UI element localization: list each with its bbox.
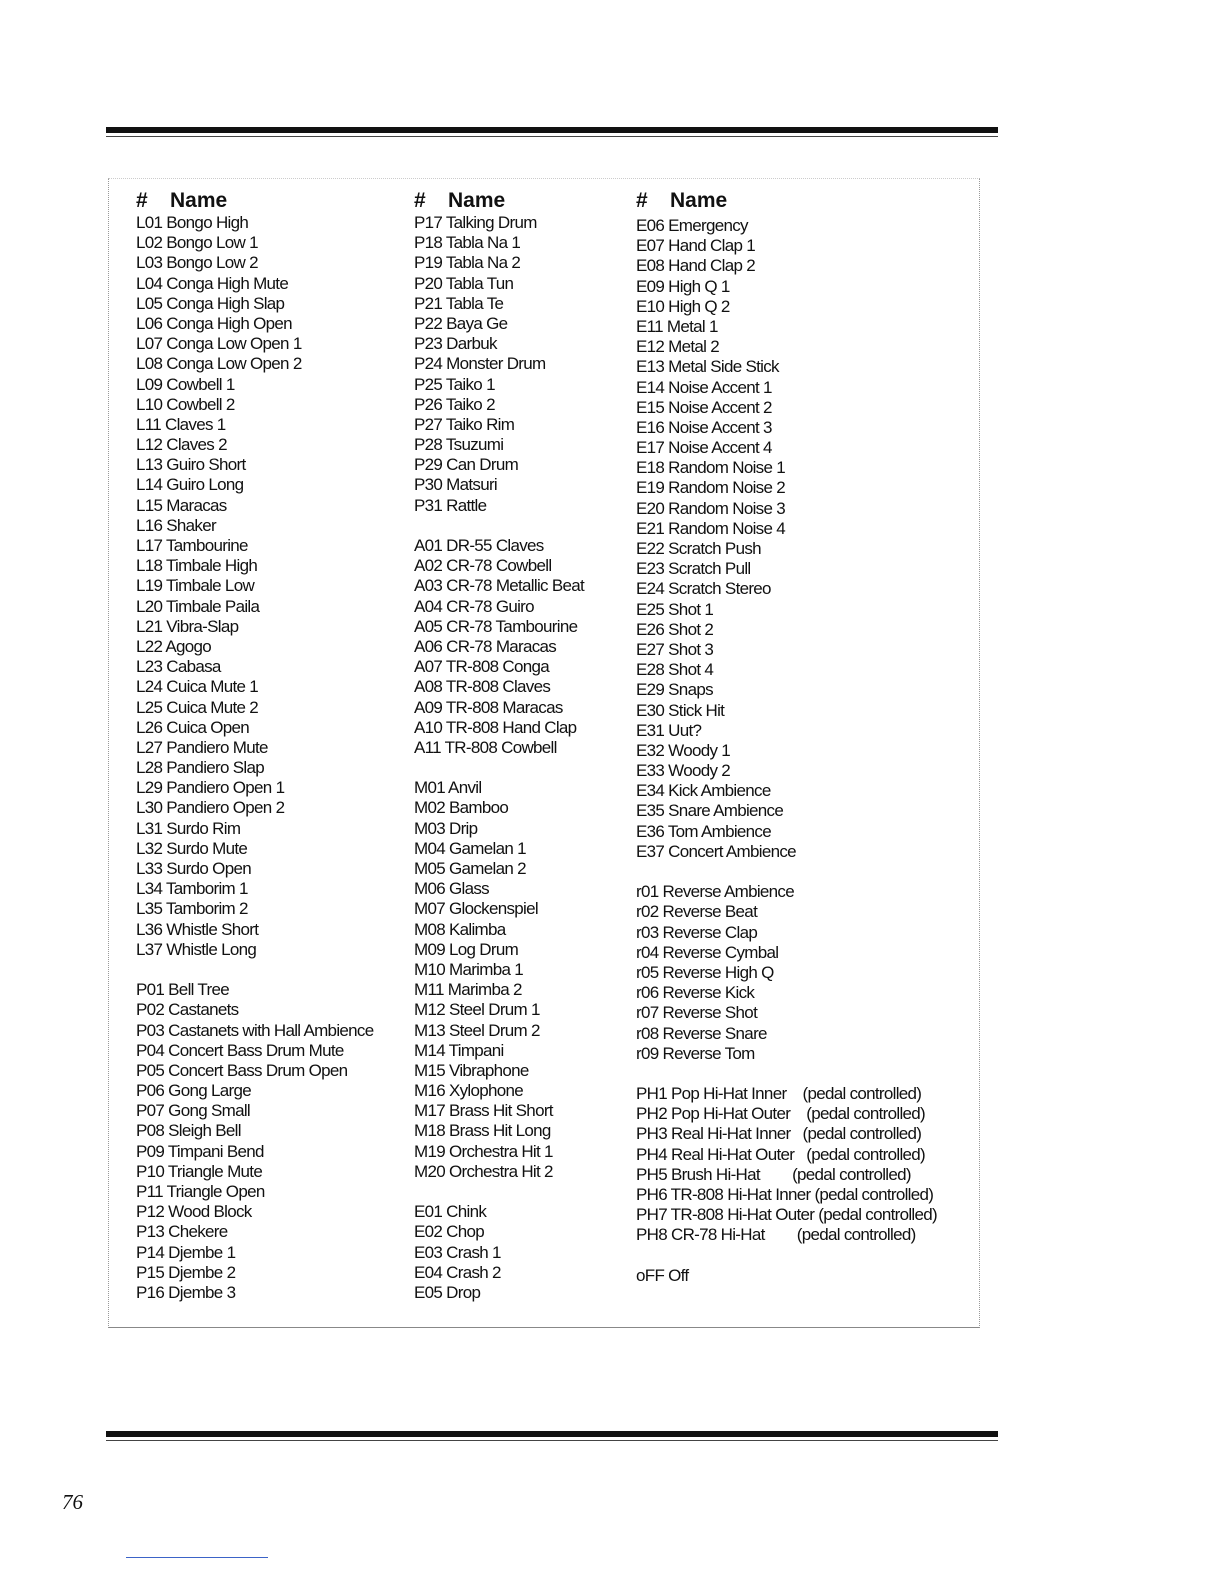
- list-item: L05 Conga High Slap: [136, 293, 285, 313]
- list-item: A03 CR-78 Metallic Beat: [414, 576, 585, 596]
- list-item: P06 Gong Large: [136, 1081, 251, 1101]
- list-item: M18 Brass Hit Long: [414, 1121, 551, 1141]
- list-item: L24 Cuica Mute 1: [136, 677, 259, 697]
- list-item: PH3 Real Hi-Hat Inner (pedal controlled): [636, 1124, 922, 1144]
- list-item: E28 Shot 4: [636, 660, 714, 680]
- list-item: PH2 Pop Hi-Hat Outer (pedal controlled): [636, 1104, 926, 1124]
- list-item: PH1 Pop Hi-Hat Inner (pedal controlled): [636, 1084, 922, 1104]
- list-item: M11 Marimba 2: [414, 980, 522, 1000]
- list-item: L20 Timbale Paila: [136, 596, 260, 616]
- list-item: M04 Gamelan 1: [414, 838, 526, 858]
- list-item: E03 Crash 1: [414, 1242, 501, 1262]
- list-item: M14 Timpani: [414, 1040, 504, 1060]
- list-item: P19 Tabla Na 2: [414, 253, 521, 273]
- list-item: E32 Woody 1: [636, 740, 731, 760]
- list-item: A06 CR-78 Maracas: [414, 636, 557, 656]
- list-item: E10 High Q 2: [636, 296, 730, 316]
- list-item: L25 Cuica Mute 2: [136, 697, 259, 717]
- list-spacer: [414, 758, 584, 778]
- list-item: L13 Guiro Short: [136, 455, 246, 475]
- list-item: E23 Scratch Pull: [636, 559, 751, 579]
- list-item: M19 Orchestra Hit 1: [414, 1141, 553, 1161]
- list-item: M07 Glockenspiel: [414, 899, 538, 919]
- list-item: P30 Matsuri: [414, 475, 498, 495]
- list-item: E08 Hand Clap 2: [636, 256, 755, 276]
- list-item: P22 Baya Ge: [414, 313, 508, 333]
- list-item: E37 Concert Ambience: [636, 841, 796, 861]
- list-item: r05 Reverse High Q: [636, 962, 774, 982]
- list-item: P12 Wood Block: [136, 1202, 252, 1222]
- list-item: L01 Bongo High: [136, 213, 249, 232]
- list-item: L08 Conga Low Open 2: [136, 354, 302, 374]
- list-item: L04 Conga High Mute: [136, 273, 289, 293]
- column-2: [414, 189, 584, 1303]
- list-item: PH5 Brush Hi-Hat (pedal controlled): [636, 1164, 911, 1184]
- list-item: L37 Whistle Long: [136, 939, 257, 959]
- sound-list: [136, 213, 373, 1303]
- list-item: r08 Reverse Snare: [636, 1023, 767, 1043]
- list-spacer: [636, 1064, 937, 1084]
- list-item: M06 Glass: [414, 879, 489, 899]
- bottom-rule: [106, 1431, 998, 1441]
- list-item: P02 Castanets: [136, 1000, 239, 1020]
- list-item: P28 Tsuzumi: [414, 435, 504, 455]
- list-item: E12 Metal 2: [636, 337, 720, 357]
- list-item: PH7 TR-808 Hi-Hat Outer (pedal controlled): [636, 1205, 937, 1225]
- list-item: L30 Pandiero Open 2: [136, 798, 285, 818]
- list-item: E33 Woody 2: [636, 761, 731, 781]
- list-item: E20 Random Noise 3: [636, 498, 785, 518]
- list-item: E30 Stick Hit: [636, 700, 725, 720]
- list-item: A05 CR-78 Tambourine: [414, 616, 578, 636]
- list-item: P17 Talking Drum: [414, 213, 537, 232]
- list-item: P18 Tabla Na 1: [414, 233, 521, 253]
- list-item: E31 Uut?: [636, 720, 702, 740]
- list-item: P05 Concert Bass Drum Open: [136, 1060, 348, 1080]
- list-item: L11 Claves 1: [136, 414, 226, 434]
- list-item: E15 Noise Accent 2: [636, 397, 772, 417]
- list-item: A10 TR-808 Hand Clap: [414, 717, 577, 737]
- list-item: M16 Xylophone: [414, 1081, 524, 1101]
- list-item: r07 Reverse Shot: [636, 1003, 758, 1023]
- list-item: A04 CR-78 Guiro: [414, 596, 534, 616]
- list-item: P15 Djembe 2: [136, 1262, 236, 1282]
- list-spacer: [636, 862, 937, 882]
- list-item: E06 Emergency: [636, 216, 748, 235]
- list-item: E25 Shot 1: [636, 599, 714, 619]
- list-item: E26 Shot 2: [636, 619, 714, 639]
- list-spacer: [136, 960, 373, 980]
- column-1: [136, 189, 373, 1303]
- list-item: L18 Timbale High: [136, 556, 258, 576]
- list-item: L33 Surdo Open: [136, 859, 251, 878]
- list-item: r04 Reverse Cymbal: [636, 942, 779, 962]
- list-spacer: [414, 1182, 584, 1202]
- sound-list: [636, 216, 937, 1286]
- list-item: L28 Pandiero Slap: [136, 758, 264, 778]
- column-header: # Name: [136, 189, 228, 212]
- list-item: L03 Bongo Low 2: [136, 253, 258, 273]
- list-item: M08 Kalimba: [414, 919, 506, 939]
- list-item: P07 Gong Small: [136, 1101, 250, 1121]
- list-item: P26 Taiko 2: [414, 394, 495, 414]
- list-item: P25 Taiko 1: [414, 374, 495, 394]
- list-item: P03 Castanets with Hall Ambience: [136, 1020, 374, 1040]
- list-item: E16 Noise Accent 3: [636, 417, 772, 437]
- list-item: L14 Guiro Long: [136, 475, 244, 495]
- list-item: M20 Orchestra Hit 2: [414, 1161, 553, 1181]
- list-item: M17 Brass Hit Short: [414, 1101, 553, 1121]
- list-item: L12 Claves 2: [136, 435, 227, 455]
- list-item: P21 Tabla Te: [414, 293, 504, 313]
- list-item: E34 Kick Ambience: [636, 781, 771, 801]
- list-item: E27 Shot 3: [636, 639, 714, 659]
- list-item: L23 Cabasa: [136, 657, 221, 677]
- list-item: P27 Taiko Rim: [414, 414, 515, 434]
- list-item: A02 CR-78 Cowbell: [414, 556, 552, 576]
- list-item: P04 Concert Bass Drum Mute: [136, 1040, 344, 1060]
- page-number: 76: [62, 1490, 83, 1514]
- list-item: A07 TR-808 Conga: [414, 657, 549, 677]
- list-item: L26 Cuica Open: [136, 717, 250, 737]
- list-item: L06 Conga High Open: [136, 313, 292, 333]
- list-item: M03 Drip: [414, 818, 478, 838]
- column-header: # Name: [414, 189, 506, 212]
- top-rule: [106, 127, 998, 137]
- list-item: E04 Crash 2: [414, 1262, 501, 1282]
- list-item: E07 Hand Clap 1: [636, 236, 755, 256]
- list-item: r06 Reverse Kick: [636, 983, 755, 1003]
- list-item: L22 Agogo: [136, 636, 212, 656]
- list-item: P09 Timpani Bend: [136, 1141, 264, 1161]
- list-item: L07 Conga Low Open 1: [136, 334, 302, 354]
- list-item: P31 Rattle: [414, 495, 487, 515]
- list-item: L36 Whistle Short: [136, 919, 259, 939]
- list-item: L02 Bongo Low 1: [136, 233, 258, 253]
- list-item: E22 Scratch Push: [636, 539, 761, 558]
- list-item: L15 Maracas: [136, 495, 227, 515]
- list-item: PH4 Real Hi-Hat Outer (pedal controlled): [636, 1144, 926, 1164]
- list-item: M02 Bamboo: [414, 798, 509, 818]
- list-item: E19 Random Noise 2: [636, 478, 785, 498]
- sound-list: [414, 213, 584, 1303]
- list-item: L34 Tamborim 1: [136, 879, 248, 899]
- column-header: # Name: [636, 189, 728, 212]
- list-item: M09 Log Drum: [414, 939, 519, 959]
- list-item: E35 Snare Ambience: [636, 801, 784, 821]
- list-spacer: [636, 1246, 937, 1266]
- list-item: M15 Vibraphone: [414, 1060, 529, 1080]
- list-item: r03 Reverse Clap: [636, 922, 758, 942]
- list-item: oFF Off: [636, 1265, 689, 1285]
- list-item: P01 Bell Tree: [136, 980, 229, 1000]
- list-item: P11 Triangle Open: [136, 1182, 265, 1201]
- list-item: L31 Surdo Rim: [136, 818, 241, 838]
- list-item: r09 Reverse Tom: [636, 1043, 755, 1063]
- list-item: E13 Metal Side Stick: [636, 357, 779, 377]
- list-item: E18 Random Noise 1: [636, 458, 785, 478]
- list-item: P24 Monster Drum: [414, 354, 546, 374]
- list-item: L19 Timbale Low: [136, 576, 255, 596]
- list-item: A08 TR-808 Claves: [414, 677, 551, 697]
- link-underline: [126, 1557, 268, 1558]
- list-item: P29 Can Drum: [414, 455, 519, 475]
- list-item: P10 Triangle Mute: [136, 1161, 263, 1181]
- list-item: E24 Scratch Stereo: [636, 579, 771, 599]
- list-item: E29 Snaps: [636, 680, 713, 700]
- list-item: L32 Surdo Mute: [136, 838, 248, 858]
- list-item: E09 High Q 1: [636, 276, 730, 296]
- list-spacer: [414, 516, 584, 536]
- list-item: PH8 CR-78 Hi-Hat (pedal controlled): [636, 1225, 916, 1245]
- list-item: P08 Sleigh Bell: [136, 1121, 241, 1141]
- list-item: P20 Tabla Tun: [414, 273, 514, 293]
- list-item: L27 Pandiero Mute: [136, 737, 268, 757]
- list-item: E11 Metal 1: [636, 316, 718, 336]
- list-item: L09 Cowbell 1: [136, 374, 235, 394]
- list-item: M10 Marimba 1: [414, 959, 523, 979]
- list-item: A11 TR-808 Cowbell: [414, 737, 557, 757]
- list-item: L21 Vibra-Slap: [136, 616, 239, 636]
- list-item: E05 Drop: [414, 1282, 481, 1302]
- list-item: L10 Cowbell 2: [136, 394, 235, 414]
- list-item: r02 Reverse Beat: [636, 902, 758, 922]
- list-item: A01 DR-55 Claves: [414, 536, 544, 555]
- list-item: r01 Reverse Ambience: [636, 882, 794, 902]
- list-item: L29 Pandiero Open 1: [136, 778, 285, 798]
- list-item: M13 Steel Drum 2: [414, 1020, 540, 1040]
- list-item: P13 Chekere: [136, 1222, 228, 1242]
- list-item: M05 Gamelan 2: [414, 859, 526, 878]
- list-item: E14 Noise Accent 1: [636, 377, 772, 397]
- list-item: M12 Steel Drum 1: [414, 1000, 540, 1020]
- list-item: E02 Chop: [414, 1222, 485, 1242]
- list-item: E21 Random Noise 4: [636, 518, 785, 538]
- column-3: [636, 189, 937, 1286]
- list-item: E01 Chink: [414, 1202, 487, 1222]
- list-item: P14 Djembe 1: [136, 1242, 236, 1262]
- list-item: M01 Anvil: [414, 778, 482, 798]
- list-item: A09 TR-808 Maracas: [414, 697, 563, 717]
- list-item: P23 Darbuk: [414, 334, 497, 354]
- list-item: L16 Shaker: [136, 515, 216, 535]
- list-item: E17 Noise Accent 4: [636, 438, 772, 458]
- list-item: E36 Tom Ambience: [636, 821, 771, 841]
- list-item: L35 Tamborim 2: [136, 899, 248, 919]
- list-item: P16 Djembe 3: [136, 1282, 236, 1302]
- list-item: L17 Tambourine: [136, 536, 248, 555]
- list-item: PH6 TR-808 Hi-Hat Inner (pedal controlled): [636, 1185, 934, 1204]
